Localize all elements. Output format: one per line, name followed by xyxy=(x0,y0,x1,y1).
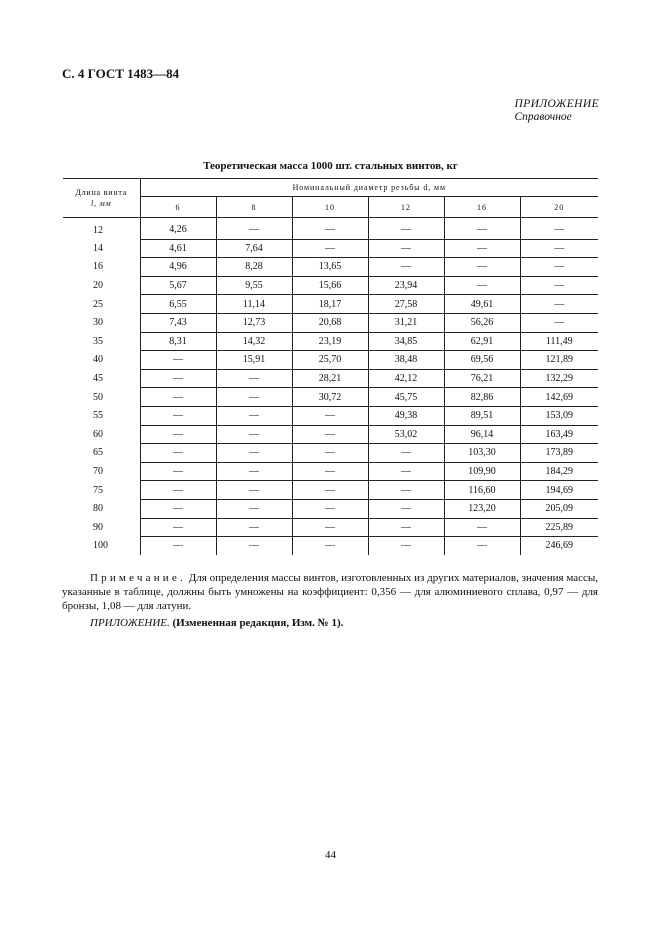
length-column-header xyxy=(63,179,140,218)
mass-cell: — xyxy=(140,444,216,463)
appendix-revision-italic: ПРИЛОЖЕНИЕ. xyxy=(90,617,170,629)
mass-cell: — xyxy=(444,258,520,277)
length-header-line1: Длина винта xyxy=(75,188,128,197)
table-row xyxy=(63,351,598,370)
mass-cell: 5,67 xyxy=(140,276,216,295)
mass-cell: — xyxy=(292,537,368,555)
mass-cell: — xyxy=(292,481,368,500)
mass-cell: — xyxy=(216,499,292,518)
length-cell: 100 xyxy=(63,537,140,555)
mass-cell: 11,14 xyxy=(216,295,292,314)
table-row xyxy=(63,388,598,407)
length-cell: 45 xyxy=(63,369,140,388)
mass-cell: — xyxy=(292,462,368,481)
mass-cell: 27,58 xyxy=(368,295,444,314)
mass-cell: — xyxy=(292,406,368,425)
mass-cell: 12,73 xyxy=(216,313,292,332)
mass-cell: — xyxy=(140,425,216,444)
mass-cell: — xyxy=(140,481,216,500)
mass-cell: 246,69 xyxy=(545,540,574,552)
length-cell: 20 xyxy=(63,276,140,295)
mass-cell: — xyxy=(368,221,444,239)
appendix-label xyxy=(515,98,599,124)
diameter-header: 12 xyxy=(368,197,444,218)
mass-cell: 18,17 xyxy=(292,295,368,314)
mass-cell: 173,89 xyxy=(520,444,598,463)
length-cell: 55 xyxy=(63,406,140,425)
mass-cell: — xyxy=(368,518,444,537)
mass-cell: — xyxy=(368,499,444,518)
mass-cell: 163,49 xyxy=(520,425,598,444)
mass-cell: — xyxy=(520,221,598,239)
mass-cell: 116,60 xyxy=(444,481,520,500)
mass-cell: 96,14 xyxy=(444,425,520,444)
mass-cell: 205,09 xyxy=(520,499,598,518)
table-row xyxy=(63,481,598,500)
mass-cell: — xyxy=(216,425,292,444)
note-paragraph xyxy=(62,571,598,613)
mass-cell: — xyxy=(140,406,216,425)
mass-cell: — xyxy=(140,537,216,555)
mass-cell: — xyxy=(292,239,368,258)
table-row xyxy=(63,462,598,481)
mass-cell: 76,21 xyxy=(444,369,520,388)
mass-cell: 89,51 xyxy=(444,406,520,425)
mass-cell: — xyxy=(520,258,598,277)
mass-cell: 111,49 xyxy=(520,332,598,351)
mass-cell: 31,21 xyxy=(368,313,444,332)
table-row xyxy=(63,499,598,518)
note-text: Для определения массы винтов, изготовленных из других материалов, значения массы, указанные в таблице, должны быть умножены на коэффициент: 0,356 — для алюминиевого сплава, 0,97 — для бронзы, 1,08 — для латуни. xyxy=(62,572,598,612)
mass-cell: 109,90 xyxy=(444,462,520,481)
diameter-header: 16 xyxy=(444,197,520,218)
mass-cell: 25,70 xyxy=(292,351,368,370)
table-row xyxy=(63,518,598,537)
table-row xyxy=(63,276,598,295)
mass-cell: — xyxy=(292,444,368,463)
table-row xyxy=(63,537,598,555)
diameter-header: 8 xyxy=(216,197,292,218)
mass-cell: 53,02 xyxy=(368,425,444,444)
mass-cell: — xyxy=(520,276,598,295)
mass-cell: — xyxy=(520,295,598,314)
length-cell: 14 xyxy=(63,239,140,258)
mass-cell: 123,20 xyxy=(444,499,520,518)
mass-cell: 62,91 xyxy=(444,332,520,351)
mass-cell: 121,89 xyxy=(520,351,598,370)
mass-cell: 132,29 xyxy=(520,369,598,388)
table-caption: Теоретическая масса 1000 шт. стальных винтов, кг xyxy=(203,160,458,172)
length-cell: 65 xyxy=(63,444,140,463)
mass-cell: 194,69 xyxy=(520,481,598,500)
mass-cell: — xyxy=(216,481,292,500)
length-cell: 60 xyxy=(63,425,140,444)
table-body xyxy=(63,218,598,555)
mass-cell: 23,19 xyxy=(292,332,368,351)
mass-cell: 14,32 xyxy=(216,332,292,351)
mass-cell: — xyxy=(140,388,216,407)
mass-cell: — xyxy=(444,518,520,537)
mass-cell: 4,61 xyxy=(140,239,216,258)
mass-cell: 4,96 xyxy=(140,258,216,277)
mass-cell: — xyxy=(140,369,216,388)
mass-cell: — xyxy=(368,258,444,277)
length-header-line2: l, мм xyxy=(91,199,112,208)
length-cell: 50 xyxy=(63,388,140,407)
mass-cell: — xyxy=(216,462,292,481)
length-cell: 75 xyxy=(63,481,140,500)
mass-cell: — xyxy=(444,537,520,555)
mass-cell: 82,86 xyxy=(444,388,520,407)
length-cell: 70 xyxy=(63,462,140,481)
page-number: 44 xyxy=(325,849,336,861)
mass-cell: — xyxy=(216,444,292,463)
mass-cell: 49,61 xyxy=(444,295,520,314)
mass-cell: — xyxy=(140,462,216,481)
mass-cell: — xyxy=(216,537,292,555)
length-cell: 30 xyxy=(63,313,140,332)
mass-cell: — xyxy=(216,388,292,407)
mass-cell: 9,55 xyxy=(216,276,292,295)
appendix-title: ПРИЛОЖЕНИЕ xyxy=(514,98,599,110)
mass-cell: — xyxy=(520,239,598,258)
table-row xyxy=(63,425,598,444)
mass-cell: — xyxy=(216,518,292,537)
mass-cell: — xyxy=(292,221,368,239)
mass-cell: — xyxy=(368,481,444,500)
table-row xyxy=(63,406,598,425)
appendix-revision-note xyxy=(90,617,343,629)
mass-cell: 34,85 xyxy=(368,332,444,351)
table-row xyxy=(63,295,598,314)
mass-cell: 56,26 xyxy=(444,313,520,332)
mass-cell: 184,29 xyxy=(520,462,598,481)
document-header: С. 4 ГОСТ 1483—84 xyxy=(62,66,180,81)
mass-cell: 49,38 xyxy=(368,406,444,425)
length-cell: 25 xyxy=(63,295,140,314)
screw-mass-table xyxy=(63,178,598,555)
mass-cell: 23,94 xyxy=(368,276,444,295)
mass-cell: 28,21 xyxy=(292,369,368,388)
table-row xyxy=(63,369,598,388)
length-cell: 40 xyxy=(63,351,140,370)
mass-cell: — xyxy=(292,425,368,444)
table-row xyxy=(63,239,598,258)
mass-cell: 225,89 xyxy=(520,518,598,537)
mass-cell: — xyxy=(444,276,520,295)
mass-cell: 7,43 xyxy=(140,313,216,332)
table-row xyxy=(63,221,598,239)
mass-cell: — xyxy=(444,239,520,258)
mass-cell: — xyxy=(292,518,368,537)
mass-cell: 8,28 xyxy=(216,258,292,277)
mass-cell: 38,48 xyxy=(368,351,444,370)
mass-cell: — xyxy=(140,518,216,537)
length-cell: 16 xyxy=(63,258,140,277)
table-row xyxy=(63,313,598,332)
length-cell: 80 xyxy=(63,499,140,518)
mass-cell: — xyxy=(444,221,520,239)
appendix-subtitle: Справочное xyxy=(514,111,572,123)
length-cell: 12 xyxy=(63,221,140,239)
mass-cell: 69,56 xyxy=(444,351,520,370)
mass-cell: 4,26 xyxy=(140,221,216,239)
length-cell: 35 xyxy=(63,332,140,351)
mass-cell: — xyxy=(368,444,444,463)
mass-cell: — xyxy=(368,462,444,481)
table-row xyxy=(63,258,598,277)
mass-cell: 15,66 xyxy=(292,276,368,295)
mass-cell: 45,75 xyxy=(368,388,444,407)
diameter-header: 10 xyxy=(292,197,368,218)
mass-cell: 6,55 xyxy=(140,295,216,314)
table-row xyxy=(63,444,598,463)
table-row xyxy=(63,332,598,351)
mass-cell: — xyxy=(140,499,216,518)
mass-cell: 7,64 xyxy=(216,239,292,258)
mass-cell: 8,31 xyxy=(140,332,216,351)
diameter-header: 6 xyxy=(140,197,216,218)
length-cell: 90 xyxy=(63,518,140,537)
mass-cell: — xyxy=(520,313,598,332)
mass-cell: 15,91 xyxy=(216,351,292,370)
mass-cell: 142,69 xyxy=(520,388,598,407)
mass-cell: — xyxy=(368,537,444,555)
mass-cell: 20,68 xyxy=(292,313,368,332)
appendix-revision-bold: (Измененная редакция, Изм. № 1). xyxy=(169,617,344,629)
mass-cell: 13,65 xyxy=(292,258,368,277)
mass-cell: 153,09 xyxy=(520,406,598,425)
mass-cell: 42,12 xyxy=(368,369,444,388)
mass-cell: — xyxy=(216,221,292,239)
mass-cell: — xyxy=(368,239,444,258)
mass-cell: 30,72 xyxy=(292,388,368,407)
mass-cell: — xyxy=(292,499,368,518)
mass-cell: — xyxy=(140,351,216,370)
note-lead: Примечание. xyxy=(90,572,186,584)
mass-cell: — xyxy=(216,369,292,388)
diameter-header: 20 xyxy=(520,197,598,218)
mass-cell: — xyxy=(216,406,292,425)
mass-cell: 103,30 xyxy=(444,444,520,463)
nominal-diameter-header: Номинальный диаметр резьбы d, мм xyxy=(140,179,598,197)
